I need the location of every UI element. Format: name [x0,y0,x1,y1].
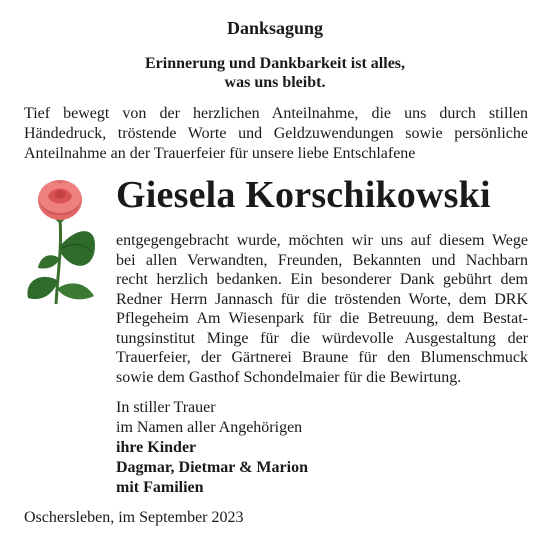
closing-line: In stiller Trauer [116,399,216,416]
body-line: Redner Herrn Jannasch für die tröstenden Worte, dem DRK [116,290,528,308]
body-line: tungsinstitut Minge für die würdevolle Ausgestaltung der [116,329,528,347]
intro-line: Tief bewegt von der herzlichen Anteilnahme, die uns durch stillen [24,105,528,122]
motto [0,54,550,92]
closing-relation: ihre Kinder [116,439,197,456]
closing-line: im Namen aller Angehörigen [116,419,303,436]
rose-icon [22,176,106,306]
motto-line: was uns bleibt. [224,74,326,91]
mourner-names: Dagmar, Dietmar & Marion [116,459,308,476]
body-line: Pflegeheim Am Wiesenpark für die Betreuung, dem Bestat- [116,310,528,327]
intro-paragraph [24,104,528,164]
intro-line: Anteilnahme an der Trauerfeier für unsere liebe Entschlafene [24,145,416,162]
body-line: bei allen Verwandten, Freunden, Bekannten und Nachbarn [116,251,528,269]
intro-line: Händedruck, tröstende Worte und Geldzuwendungen sowie persönliche [24,125,528,142]
body-line: sowie dem Gasthof Schondelmaier für die Bewirtung. [116,368,462,386]
body-paragraph [116,231,528,387]
body-line: recht herzlich bedanken. Ein besonderer Dank gebührt dem [116,271,528,288]
deceased-name: Giesela Korschikowski [116,174,491,216]
body-line: Trauerfeier, der Gärtnerei Braune für den Blumenschmuck [116,349,528,366]
closing-families: mit Familien [116,479,204,496]
place-date: Oschersleben, im September 2023 [24,509,244,526]
closing-signature [116,398,416,498]
motto-line: Erinnerung und Dankbarkeit ist alles, [144,55,406,72]
notice-heading: Danksagung [226,18,324,38]
body-line: entgegengebracht wurde, möchten wir uns auf diesem Wege [116,232,528,249]
